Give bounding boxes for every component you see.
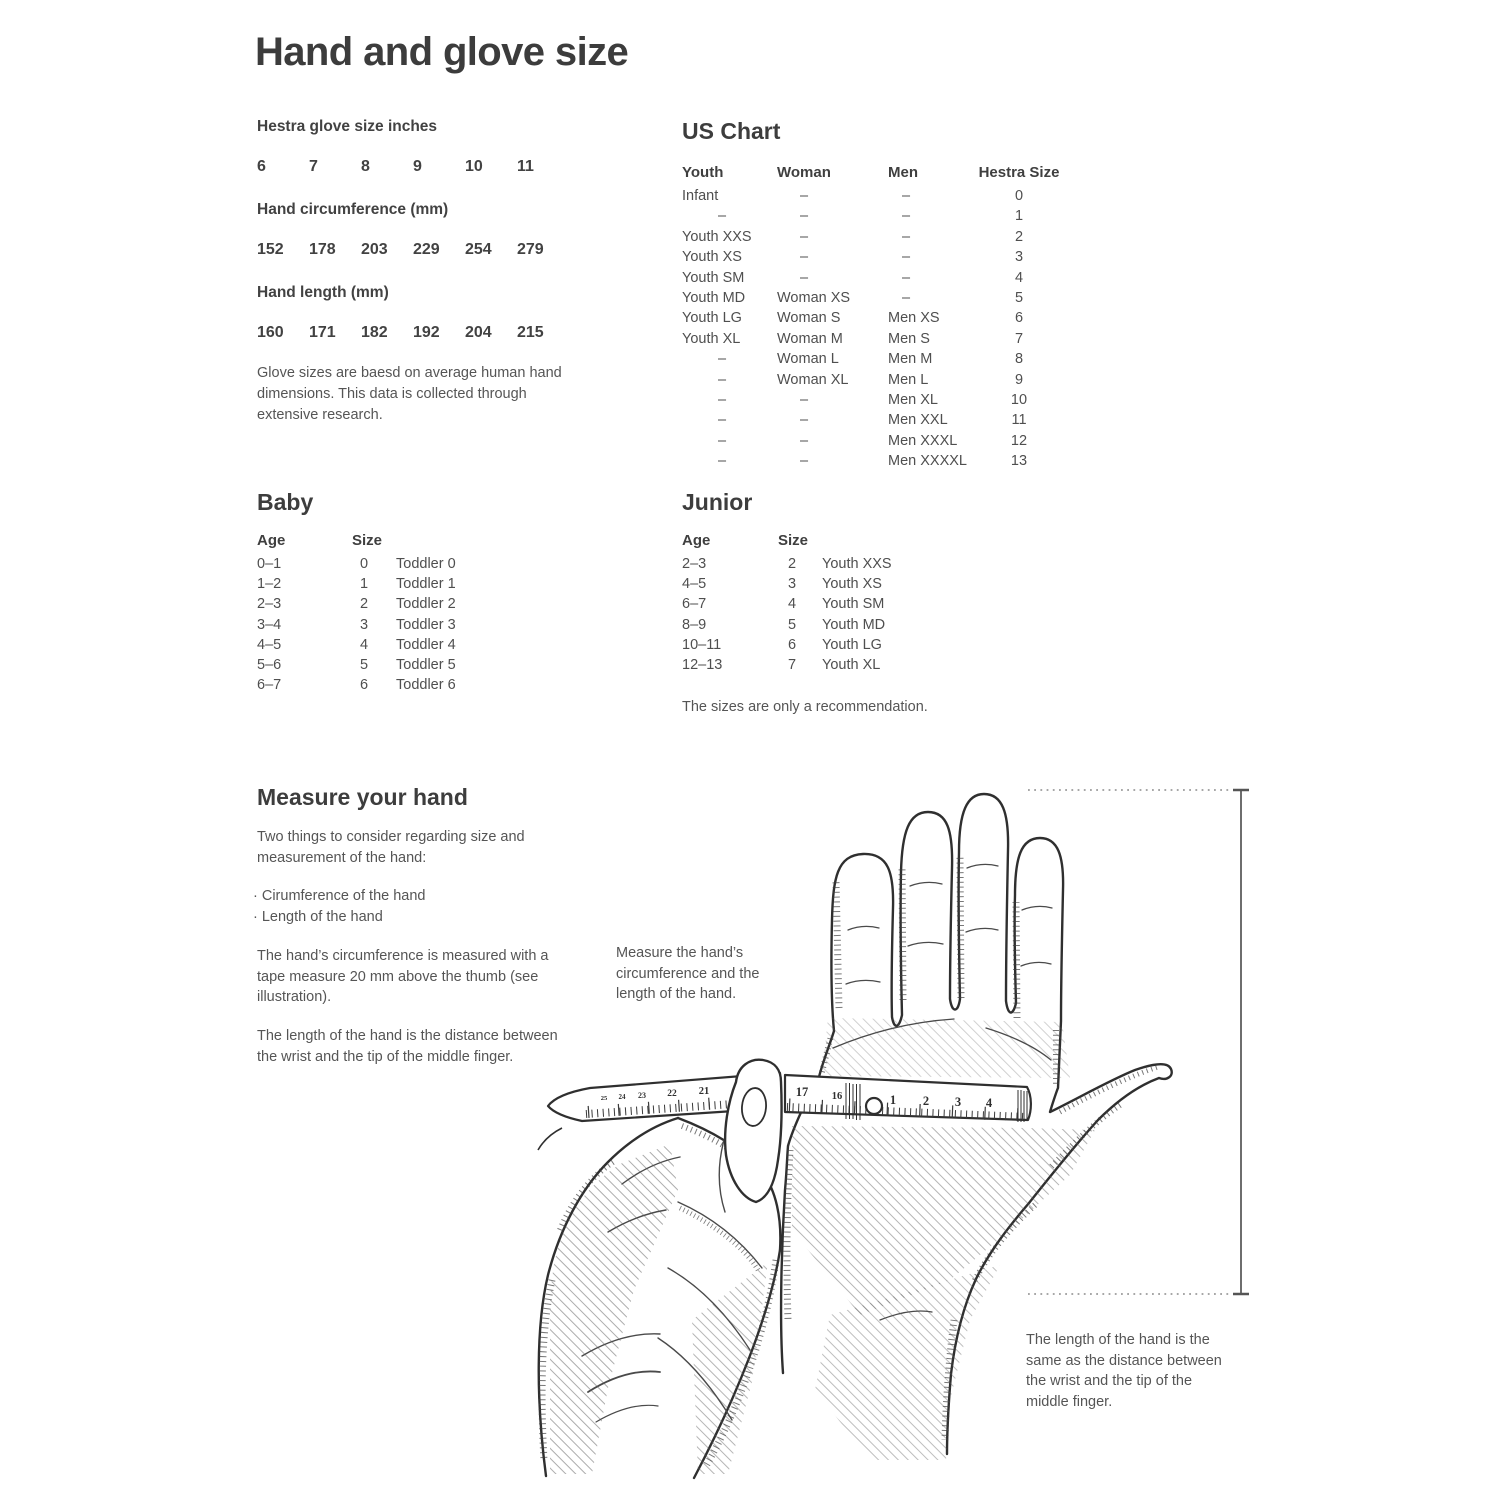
table-cell: 12–13 bbox=[682, 657, 723, 674]
table-row bbox=[682, 390, 1065, 410]
table-cell: 8–9 bbox=[682, 616, 707, 633]
table-cell: – bbox=[800, 392, 809, 409]
size-value: 7 bbox=[309, 158, 318, 175]
table-cell: 6 bbox=[1014, 310, 1024, 327]
table-cell: 4 bbox=[788, 596, 797, 613]
table-cell: Youth XS bbox=[822, 576, 882, 593]
table-cell: 10–11 bbox=[682, 636, 722, 653]
size-value: 10 bbox=[465, 158, 483, 175]
scale-note: Glove sizes are baesd on average human hand dimensions. This data is collected through extensive research. bbox=[257, 365, 562, 423]
table-cell: Toddler 0 bbox=[396, 556, 456, 572]
table-row bbox=[257, 594, 556, 614]
table-cell: – bbox=[800, 269, 809, 286]
tape-number: 23 bbox=[638, 1091, 646, 1100]
table-cell: 2 bbox=[1014, 228, 1024, 245]
column-header: Woman bbox=[777, 164, 831, 181]
table-cell: Woman S bbox=[777, 310, 841, 327]
size-value: 182 bbox=[361, 324, 388, 341]
table-cell: 5 bbox=[788, 616, 797, 633]
tape-curl bbox=[538, 1128, 562, 1150]
size-value: 279 bbox=[517, 241, 544, 258]
table-row bbox=[682, 206, 1065, 226]
table-cell: 5–6 bbox=[257, 657, 282, 674]
table-row bbox=[682, 370, 1065, 390]
table-cell: – bbox=[718, 453, 727, 470]
bullet-item: · Length of the hand bbox=[253, 908, 383, 925]
table-row bbox=[682, 349, 1065, 369]
table-row bbox=[682, 594, 982, 614]
table-row bbox=[682, 186, 1065, 206]
table-cell: 1 bbox=[1014, 208, 1024, 225]
table-cell: 2–3 bbox=[682, 556, 707, 572]
table-row bbox=[682, 635, 982, 655]
table-cell: Youth XXS bbox=[822, 556, 892, 572]
column-header: Hestra Size bbox=[978, 164, 1060, 181]
length-values bbox=[257, 324, 569, 342]
column-header: Age bbox=[682, 532, 711, 549]
table-row bbox=[682, 308, 1065, 328]
table-cell: 3–4 bbox=[257, 616, 282, 633]
table-cell: 5 bbox=[1014, 290, 1024, 307]
measure-intro: Two things to consider regarding size and measurement of the hand: bbox=[257, 829, 525, 866]
table-row bbox=[682, 554, 982, 574]
table-row bbox=[682, 410, 1065, 430]
table-cell: – bbox=[902, 269, 911, 286]
table-row bbox=[682, 655, 982, 675]
baby-title: Baby bbox=[257, 489, 314, 515]
table-cell: 4–5 bbox=[682, 576, 707, 593]
us-chart-table bbox=[682, 164, 1065, 472]
length-label: Hand length (mm) bbox=[257, 284, 389, 301]
table-cell: – bbox=[800, 432, 809, 449]
table-cell: Toddler 4 bbox=[396, 636, 456, 653]
junior-title: Junior bbox=[682, 489, 753, 515]
table-cell: Woman M bbox=[777, 330, 843, 347]
table-cell: – bbox=[902, 208, 911, 225]
table-row bbox=[682, 574, 982, 594]
glove-size-label: Hestra glove size inches bbox=[257, 118, 438, 135]
table-row bbox=[682, 329, 1065, 349]
table-cell: Youth SM bbox=[682, 269, 745, 286]
table-cell: 2 bbox=[360, 596, 369, 613]
tape-number: 1 bbox=[889, 1093, 897, 1107]
junior-note: The sizes are only a recommendation. bbox=[682, 699, 928, 715]
table-cell: 13 bbox=[1010, 453, 1028, 470]
table-cell: – bbox=[718, 432, 727, 449]
table-cell: 12 bbox=[1010, 432, 1028, 449]
table-cell: Youth LG bbox=[822, 636, 882, 653]
table-cell: Youth XS bbox=[682, 249, 742, 266]
table-cell: Woman XL bbox=[777, 371, 849, 388]
table-row bbox=[682, 268, 1065, 288]
table-cell: 7 bbox=[788, 657, 797, 674]
table-row bbox=[257, 554, 556, 574]
table-cell: 0 bbox=[1014, 188, 1024, 204]
baby-table bbox=[257, 532, 556, 695]
table-cell: – bbox=[800, 208, 809, 225]
size-value: 178 bbox=[309, 241, 336, 258]
table-cell: – bbox=[718, 392, 727, 409]
table-cell: – bbox=[718, 412, 727, 429]
illustration-caption-left: Measure the hand’s circumference and the length of the hand. bbox=[616, 945, 760, 1002]
table-cell: Men S bbox=[888, 330, 930, 347]
table-cell: 4 bbox=[1014, 269, 1024, 286]
hand-measurement-illustration bbox=[530, 760, 1250, 1482]
table-cell: – bbox=[800, 188, 809, 204]
us-chart-title: US Chart bbox=[682, 118, 781, 144]
table-header-row bbox=[682, 532, 982, 554]
table-cell: Men XXXL bbox=[888, 432, 958, 449]
table-cell: – bbox=[800, 228, 809, 245]
table-cell: 3 bbox=[1014, 249, 1024, 266]
table-cell: – bbox=[718, 351, 727, 368]
table-cell: Infant bbox=[682, 188, 719, 204]
table-cell: Youth XXS bbox=[682, 228, 752, 245]
table-row bbox=[682, 288, 1065, 308]
size-value: 9 bbox=[413, 158, 422, 175]
table-cell: – bbox=[800, 412, 809, 429]
bullet-item: · Cirumference of the hand bbox=[253, 888, 426, 904]
size-value: 8 bbox=[361, 158, 370, 175]
measure-paragraph-length: The length of the hand is the distance between the wrist and the tip of the middle finger. bbox=[257, 1028, 558, 1065]
column-header: Size bbox=[352, 532, 383, 549]
table-cell: Men XS bbox=[888, 310, 940, 327]
table-cell: Men XXXXL bbox=[888, 453, 967, 470]
table-cell: 2 bbox=[788, 556, 797, 572]
table-cell: 0 bbox=[360, 556, 369, 572]
table-cell: – bbox=[902, 188, 911, 204]
page-title: Hand and glove size bbox=[255, 30, 629, 74]
table-row bbox=[257, 574, 556, 594]
table-row bbox=[257, 655, 556, 675]
tape-number: 16 bbox=[831, 1091, 843, 1102]
size-value: 204 bbox=[465, 324, 492, 341]
column-header: Size bbox=[778, 532, 809, 549]
size-value: 11 bbox=[517, 158, 534, 175]
table-row bbox=[682, 247, 1065, 267]
tape-number: 25 bbox=[600, 1095, 608, 1102]
table-cell: Youth XL bbox=[822, 657, 881, 674]
table-cell: Men M bbox=[888, 351, 933, 368]
table-cell: – bbox=[718, 208, 727, 225]
table-cell: 9 bbox=[1014, 371, 1024, 388]
glove-size-values bbox=[257, 158, 569, 176]
table-cell: – bbox=[902, 290, 911, 307]
column-header-spacer bbox=[822, 532, 982, 554]
size-value: 152 bbox=[257, 241, 284, 258]
table-cell: Woman XS bbox=[777, 290, 851, 307]
tape-hole bbox=[866, 1098, 882, 1114]
table-cell: 6 bbox=[360, 677, 369, 694]
table-cell: 5 bbox=[360, 657, 369, 674]
table-header-row bbox=[682, 164, 1065, 186]
table-cell: 6–7 bbox=[257, 677, 282, 694]
illustration-caption-right: The length of the hand is the same as the distance between the wrist and the tip of the middle finger. bbox=[1026, 1332, 1222, 1410]
size-value: 229 bbox=[413, 241, 440, 258]
tape-number: 22 bbox=[667, 1089, 677, 1099]
column-header: Age bbox=[257, 532, 286, 549]
table-cell: 2–3 bbox=[257, 596, 282, 613]
table-cell: 4 bbox=[360, 636, 369, 653]
table-cell: Youth XL bbox=[682, 330, 741, 347]
table-row bbox=[682, 431, 1065, 451]
table-cell: 3 bbox=[360, 616, 369, 633]
table-row bbox=[257, 675, 556, 695]
table-cell: 3 bbox=[788, 576, 797, 593]
table-cell: – bbox=[902, 228, 911, 245]
tape-number: 17 bbox=[795, 1085, 809, 1099]
table-cell: Toddler 1 bbox=[396, 576, 456, 593]
table-cell: 7 bbox=[1014, 330, 1024, 347]
size-value: 171 bbox=[309, 324, 336, 341]
tape-number: 4 bbox=[985, 1096, 993, 1110]
table-cell: – bbox=[800, 249, 809, 266]
table-cell: Toddler 5 bbox=[396, 657, 456, 674]
table-row bbox=[682, 227, 1065, 247]
table-row bbox=[682, 615, 982, 635]
measure-title: Measure your hand bbox=[257, 784, 468, 810]
table-row bbox=[257, 635, 556, 655]
measure-paragraph-circumference: The hand’s circumference is measured with a tape measure 20 mm above the thumb (see illustration). bbox=[257, 948, 549, 1005]
table-cell: Toddler 3 bbox=[396, 616, 456, 633]
table-cell: 6 bbox=[788, 636, 797, 653]
table-cell: Men XXL bbox=[888, 412, 948, 429]
column-header: Men bbox=[888, 164, 918, 181]
table-cell: Men L bbox=[888, 371, 929, 388]
table-cell: 0–1 bbox=[257, 556, 282, 572]
table-cell: Youth MD bbox=[682, 290, 746, 307]
table-cell: – bbox=[902, 249, 911, 266]
circumference-label: Hand circumference (mm) bbox=[257, 201, 449, 218]
table-row bbox=[257, 615, 556, 635]
table-cell: 8 bbox=[1014, 351, 1024, 368]
size-value: 203 bbox=[361, 241, 388, 258]
measured-hand bbox=[781, 794, 1172, 1460]
size-value: 215 bbox=[517, 324, 544, 341]
table-header-row bbox=[257, 532, 556, 554]
table-row bbox=[682, 451, 1065, 471]
table-cell: Youth SM bbox=[822, 596, 885, 613]
tape-number: 2 bbox=[922, 1094, 930, 1108]
table-cell: Woman L bbox=[777, 351, 839, 368]
size-value: 160 bbox=[257, 324, 284, 341]
table-cell: 10 bbox=[1010, 392, 1028, 409]
table-cell: 1–2 bbox=[257, 576, 282, 593]
table-cell: 1 bbox=[360, 576, 369, 593]
measure-bullets bbox=[253, 886, 563, 927]
table-cell: 6–7 bbox=[682, 596, 707, 613]
table-cell: 4–5 bbox=[257, 636, 282, 653]
table-cell: – bbox=[718, 371, 727, 388]
table-cell: Toddler 6 bbox=[396, 677, 456, 694]
size-value: 192 bbox=[413, 324, 440, 341]
table-cell: Youth MD bbox=[822, 616, 886, 633]
column-header: Youth bbox=[682, 164, 724, 181]
table-cell: Men XL bbox=[888, 392, 938, 409]
table-cell: – bbox=[800, 453, 809, 470]
junior-table bbox=[682, 532, 982, 675]
table-cell: Toddler 2 bbox=[396, 596, 456, 613]
size-value: 6 bbox=[257, 158, 266, 175]
tape-number: 24 bbox=[618, 1093, 626, 1101]
size-value: 254 bbox=[465, 241, 492, 258]
column-header-spacer bbox=[396, 532, 556, 554]
tape-number: 21 bbox=[698, 1086, 710, 1097]
tape-number: 3 bbox=[954, 1095, 962, 1109]
circumference-values bbox=[257, 241, 569, 259]
table-cell: 11 bbox=[1011, 412, 1027, 429]
table-cell: Youth LG bbox=[682, 310, 742, 327]
